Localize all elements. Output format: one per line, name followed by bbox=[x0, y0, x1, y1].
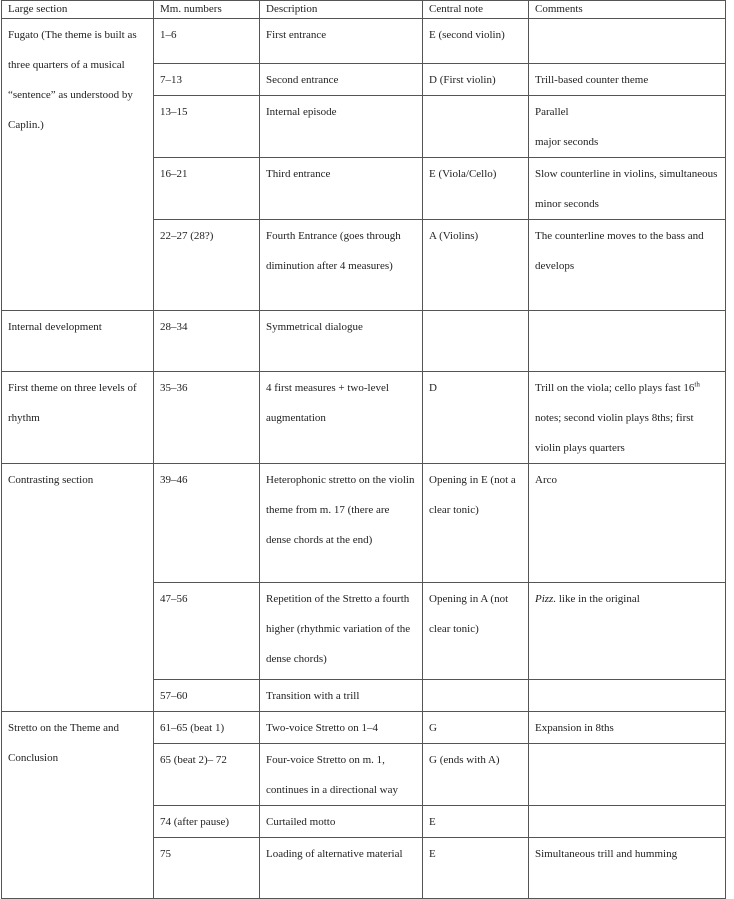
header-row bbox=[2, 1, 726, 19]
table-row bbox=[2, 311, 726, 372]
section-cell: First theme on three levels of rhythm bbox=[2, 372, 154, 464]
central-note-cell bbox=[423, 311, 529, 372]
mm-cell: 65 (beat 2)– 72 bbox=[154, 744, 260, 806]
comments-cell bbox=[529, 372, 726, 464]
central-note-cell: G bbox=[423, 712, 529, 744]
mm-cell: 1–6 bbox=[154, 19, 260, 64]
comments-cell: Trill-based counter theme bbox=[529, 64, 726, 96]
section-cell: Internal development bbox=[2, 311, 154, 372]
header-large-section: Large section bbox=[2, 1, 154, 19]
description-cell: Two-voice Stretto on 1–4 bbox=[260, 712, 423, 744]
mm-cell: 75 bbox=[154, 838, 260, 899]
section-cell: Contrasting section bbox=[2, 464, 154, 712]
header-comments: Comments bbox=[529, 1, 726, 19]
central-note-cell: E bbox=[423, 806, 529, 838]
description-cell: Curtailed motto bbox=[260, 806, 423, 838]
description-cell: Internal episode bbox=[260, 96, 423, 158]
mm-cell: 74 (after pause) bbox=[154, 806, 260, 838]
comment-text-rest: notes; second violin plays 8ths; first violin plays quarters bbox=[535, 412, 694, 454]
central-note-cell bbox=[423, 680, 529, 712]
pizz-marking: Pizz. bbox=[535, 593, 557, 605]
central-note-cell: A (Violins) bbox=[423, 220, 529, 311]
comment-superscript: th bbox=[694, 380, 700, 389]
mm-cell: 57–60 bbox=[154, 680, 260, 712]
table-row bbox=[2, 464, 726, 583]
mm-cell: 61–65 (beat 1) bbox=[154, 712, 260, 744]
comment-text: Trill on the viola; cello plays fast 16 bbox=[535, 382, 695, 394]
mm-cell: 28–34 bbox=[154, 311, 260, 372]
central-note-cell: D bbox=[423, 372, 529, 464]
mm-cell: 16–21 bbox=[154, 158, 260, 220]
table-row bbox=[2, 712, 726, 744]
comments-cell: Slow counterline in violins, simultaneous minor seconds bbox=[529, 158, 726, 220]
comments-cell: Expansion in 8ths bbox=[529, 712, 726, 744]
central-note-cell: Opening in E (not a clear tonic) bbox=[423, 464, 529, 583]
description-cell: 4 first measures + two-level augmentation bbox=[260, 372, 423, 464]
description-cell: Fourth Entrance (goes through diminution after 4 measures) bbox=[260, 220, 423, 311]
comment-text-rest: like in the original bbox=[556, 593, 640, 605]
mm-cell: 47–56 bbox=[154, 583, 260, 680]
description-cell: Four-voice Stretto on m. 1, continues in a directional way bbox=[260, 744, 423, 806]
mm-cell: 13–15 bbox=[154, 96, 260, 158]
description-cell: Repetition of the Stretto a fourth higher (rhythmic variation of the dense chords) bbox=[260, 583, 423, 680]
comments-cell bbox=[529, 311, 726, 372]
description-cell: Second entrance bbox=[260, 64, 423, 96]
description-cell: Transition with a trill bbox=[260, 680, 423, 712]
comments-cell bbox=[529, 744, 726, 806]
comment-line-2: major seconds bbox=[535, 136, 599, 148]
header-description: Description bbox=[260, 1, 423, 19]
header-central-note: Central note bbox=[423, 1, 529, 19]
mm-cell: 35–36 bbox=[154, 372, 260, 464]
central-note-cell: E bbox=[423, 838, 529, 899]
central-note-cell: G (ends with A) bbox=[423, 744, 529, 806]
comments-cell: The counterline moves to the bass and develops bbox=[529, 220, 726, 311]
table-row bbox=[2, 372, 726, 464]
description-cell: Heterophonic stretto on the violin theme from m. 17 (there are dense chords at the end) bbox=[260, 464, 423, 583]
comments-cell bbox=[529, 96, 726, 158]
comments-cell bbox=[529, 806, 726, 838]
analysis-table bbox=[1, 0, 726, 899]
central-note-cell: D (First violin) bbox=[423, 64, 529, 96]
central-note-cell: Opening in A (not clear tonic) bbox=[423, 583, 529, 680]
mm-cell: 39–46 bbox=[154, 464, 260, 583]
description-cell: Symmetrical dialogue bbox=[260, 311, 423, 372]
description-cell: Third entrance bbox=[260, 158, 423, 220]
comments-cell bbox=[529, 680, 726, 712]
central-note-cell bbox=[423, 96, 529, 158]
comments-cell: Arco bbox=[529, 464, 726, 583]
description-cell: Loading of alternative material bbox=[260, 838, 423, 899]
table-row bbox=[2, 19, 726, 64]
description-cell: First entrance bbox=[260, 19, 423, 64]
central-note-cell: E (Viola/Cello) bbox=[423, 158, 529, 220]
mm-cell: 22–27 (28?) bbox=[154, 220, 260, 311]
comment-line-1: Parallel bbox=[535, 106, 569, 118]
header-mm-numbers: Mm. numbers bbox=[154, 1, 260, 19]
mm-cell: 7–13 bbox=[154, 64, 260, 96]
comments-cell: Simultaneous trill and humming bbox=[529, 838, 726, 899]
comments-cell bbox=[529, 19, 726, 64]
section-cell: Fugato (The theme is built as three quarters of a musical “sentence” as understood by Caplin.) bbox=[2, 19, 154, 311]
central-note-cell: E (second violin) bbox=[423, 19, 529, 64]
section-cell: Stretto on the Theme and Conclusion bbox=[2, 712, 154, 899]
comments-cell bbox=[529, 583, 726, 680]
